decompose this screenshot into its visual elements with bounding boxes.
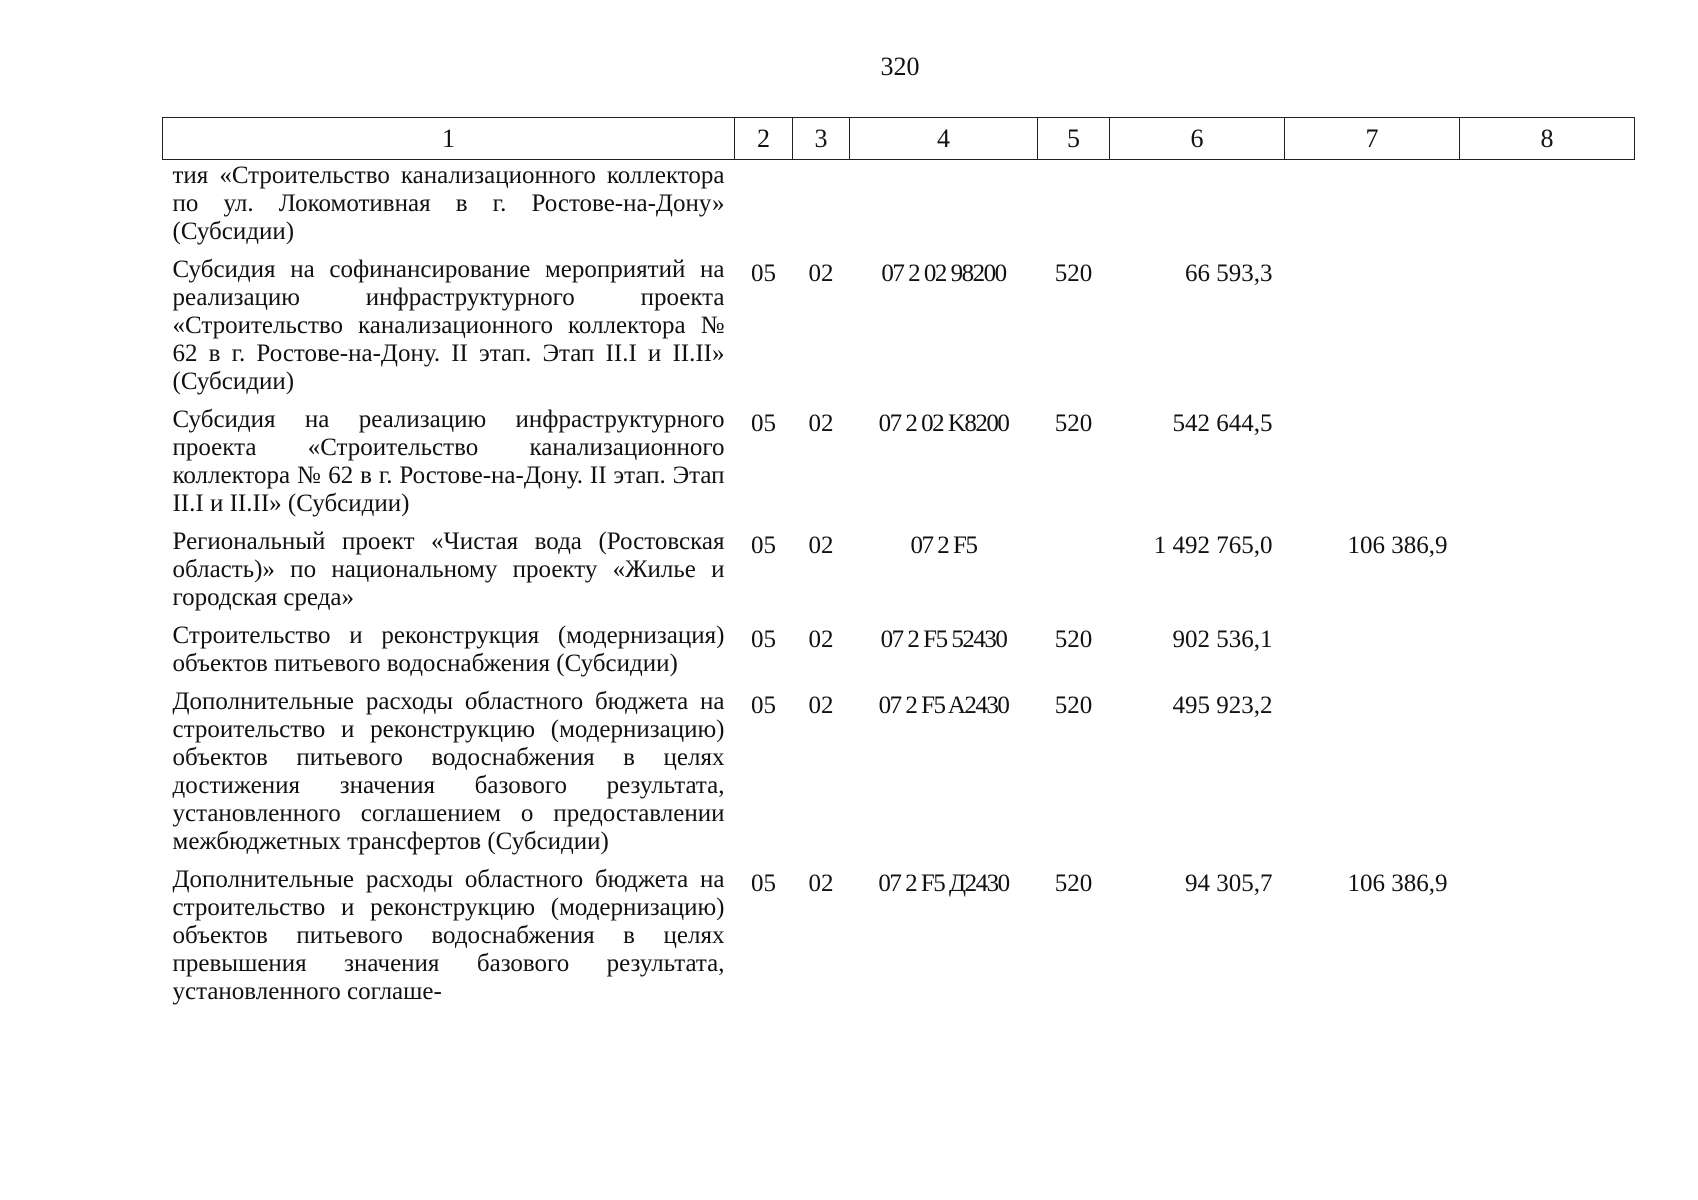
- subsection-code: 02: [808, 626, 834, 653]
- amount-column-8: [1460, 622, 1635, 688]
- target-article-code: 07 2 F5 Д2430: [878, 870, 1009, 897]
- section-code: 05: [751, 260, 776, 287]
- subsection-code: 02: [808, 692, 834, 719]
- amount-column-6: 902 536,1: [1172, 626, 1273, 653]
- amount-column-7: 106 386,9: [1347, 532, 1448, 559]
- column-header-8: 8: [1460, 118, 1635, 160]
- expense-type-code: [1038, 528, 1110, 622]
- column-header-4: 4: [850, 118, 1038, 160]
- amount-column-8: [1460, 866, 1635, 1016]
- amount-column-6: 94 305,7: [1185, 870, 1273, 897]
- table-row: [163, 528, 1635, 622]
- expense-type-code: 520: [1054, 870, 1093, 897]
- table-row: [163, 160, 1635, 257]
- section-code: [735, 160, 793, 257]
- amount-column-6: 1 492 765,0: [1153, 532, 1273, 559]
- subsection-code: 02: [808, 410, 834, 437]
- amount-column-8: [1460, 688, 1635, 866]
- subsection-code: [793, 160, 850, 257]
- column-header-2: 2: [735, 118, 793, 160]
- section-code: 05: [751, 626, 776, 653]
- subsection-code: 02: [808, 532, 834, 559]
- section-code: 05: [751, 532, 776, 559]
- amount-column-8: [1460, 406, 1635, 528]
- row-description: Дополнительные расходы областного бюджета на строительство и реконструкцию (модернизацию) объектов питьевого водоснабжения в целях достижения значения базового результата, установленного соглашением о предоставлении межбюджетных трансфертов (Субсидии): [172, 688, 725, 855]
- amount-column-7: [1285, 622, 1460, 688]
- section-code: 05: [751, 870, 776, 897]
- column-header-7: 7: [1285, 118, 1460, 160]
- row-description: Дополнительные расходы областного бюджета на строительство и реконструкцию (модернизацию) объектов питьевого водоснабжения в целях превышения значения базового результата, установленного соглаше-: [172, 866, 725, 1005]
- amount-column-8: [1460, 160, 1635, 257]
- target-article-code: 07 2 02 98200: [881, 260, 1006, 287]
- amount-column-7: [1285, 688, 1460, 866]
- table-row: [163, 688, 1635, 866]
- target-article-code: 07 2 02 K8200: [878, 410, 1009, 437]
- row-description: Региональный проект «Чистая вода (Ростовская область)» по национальному проекту «Жилье и городская среда»: [172, 528, 725, 611]
- column-header-3: 3: [793, 118, 850, 160]
- row-description: тия «Строительство канализационного коллектора по ул. Локомотивная в г. Ростове-на-Дону» (Субсидии): [172, 162, 725, 245]
- expense-type-code: 520: [1054, 410, 1093, 437]
- column-header-5: 5: [1038, 118, 1110, 160]
- amount-column-7: [1285, 256, 1460, 406]
- target-article-code: 07 2 F5 52430: [880, 626, 1007, 653]
- page-number: 320: [880, 52, 920, 81]
- amount-column-6: 542 644,5: [1172, 410, 1273, 437]
- budget-table: [162, 117, 1635, 1016]
- amount-column-6: [1110, 160, 1285, 257]
- amount-column-8: [1460, 256, 1635, 406]
- subsection-code: 02: [808, 260, 834, 287]
- section-code: 05: [751, 692, 776, 719]
- target-article-code: 07 2 F5: [910, 532, 977, 559]
- column-header-1: 1: [163, 118, 735, 160]
- amount-column-7: 106 386,9: [1347, 870, 1448, 897]
- section-code: 05: [751, 410, 776, 437]
- table-row: [163, 406, 1635, 528]
- amount-column-7: [1285, 160, 1460, 257]
- row-description: Строительство и реконструкция (модернизация) объектов питьевого водоснабжения (Субсидии): [172, 622, 725, 677]
- column-header-6: 6: [1110, 118, 1285, 160]
- table-row: [163, 622, 1635, 688]
- amount-column-6: 66 593,3: [1185, 260, 1273, 287]
- row-description: Субсидия на софинансирование мероприятий на реализацию инфраструктурного проекта «Строительство канализационного коллектора № 62 в г. Ростове-на-Дону. II этап. Этап II.I и II.II» (Субсидии): [172, 256, 725, 395]
- amount-column-7: [1285, 406, 1460, 528]
- expense-type-code: 520: [1054, 626, 1093, 653]
- table-row: [163, 866, 1635, 1016]
- expense-type-code: 520: [1054, 260, 1093, 287]
- expense-type-code: 520: [1054, 692, 1093, 719]
- target-article-code: [850, 160, 1038, 257]
- table-row: [163, 256, 1635, 406]
- expense-type-code: [1038, 160, 1110, 257]
- subsection-code: 02: [808, 870, 834, 897]
- target-article-code: 07 2 F5 A2430: [878, 692, 1009, 719]
- amount-column-6: 495 923,2: [1172, 692, 1273, 719]
- amount-column-8: [1460, 528, 1635, 622]
- header-row: [163, 118, 1635, 160]
- row-description: Субсидия на реализацию инфраструктурного проекта «Строительство канализационного коллектора № 62 в г. Ростове-на-Дону. II этап. Этап II.I и II.II» (Субсидии): [172, 406, 725, 517]
